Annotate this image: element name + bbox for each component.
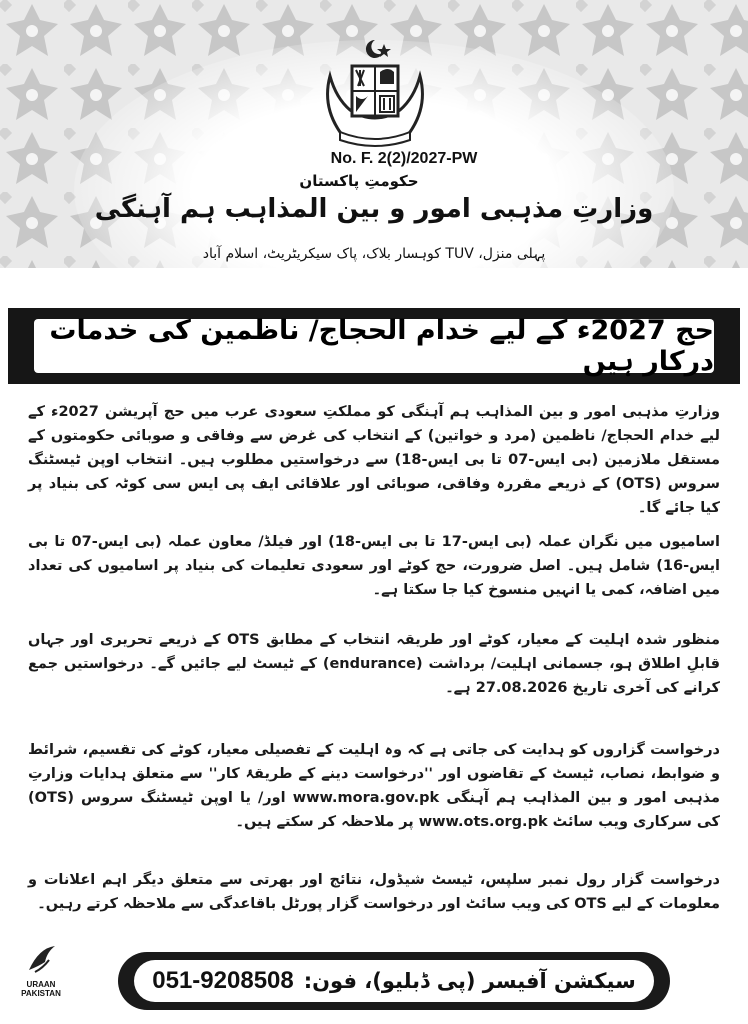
ministry-title: وزارتِ مذہبی امور و بین المذاہب ہم آہنگی — [94, 194, 654, 224]
paragraph-tests-deadline: منظور شدہ اہلیت کے معیار، کوٹے اور طریقہ انتخاب کے مطابق OTS کے ذریعے تحریری اور جہاں قابلِ اطلاق ہو، جسمانی اہلیت/ برداشت (endurance) کے ٹیسٹ لیے جائیں گے۔ درخواستیں جمع کرانے کی آخری تاریخ 27.08.2026 ہے۔ — [28, 632, 721, 696]
pakistan-emblem-icon — [320, 36, 430, 148]
paragraph-eligibility: وزارتِ مذہبی امور و بین المذاہب ہم آہنگی کو مملکتِ سعودی عرب میں حج آپریشن 2027ء کے لیے خدام الحجاج/ ناظمین (مرد و خواتین) کے انتخاب کی غرض سے وفاقی و صوبائی حکومتوں کے مستقل ملازمین (بی ایس-07 تا بی ایس-18) سے درخواستیں مطلوب ہیں۔ انتخاب اوپن ٹیسٹنگ سروس (OTS) کے ذریعے مقررہ وفاقی، صوبائی اور علاقائی ایف پی ایس سی کوٹہ کی بنیاد پر کیا جائے گا۔ — [28, 404, 721, 516]
reference-number: No. F. 2(2)/2027-PW — [330, 150, 478, 167]
headline-text: حج 2027ء کے لیے خدام الحجاج/ ناظمین کی خدمات درکار ہیں — [34, 319, 714, 373]
government-title: حکومتِ پاکستان — [299, 172, 419, 190]
ministry-address: پہلی منزل، TUV کوہسار بلاک، پاک سیکریٹریٹ، اسلام آباد — [202, 246, 546, 262]
phone-number: 051-9208508 — [152, 967, 294, 994]
paragraph-positions: اسامیوں میں نگران عملہ (بی ایس-17 تا بی ایس-18) اور فیلڈ/ معاون عملہ (بی ایس-07 تا بی ایس-16) شامل ہیں۔ اصل ضرورت، حج کوٹے اور سعودی تعلیمات کی بنیاد پر اسامیوں کی تعداد میں اضافہ، کمی یا انہیں منسوخ کیا جا سکتا ہے۔ — [28, 534, 721, 598]
paragraph-updates: درخواست گزار رول نمبر سلپس، ٹیسٹ شیڈول، نتائج اور بھرتی سے متعلق دیگر اہم اعلانات و معلومات کے لیے OTS کی ویب سائٹ اور درخواست گزار پورٹل باقاعدگی سے ملاحظہ کرتے رہیں۔ — [28, 872, 720, 912]
headline-banner — [8, 308, 740, 384]
uraan-pakistan-logo — [12, 940, 70, 1020]
contact-label: سیکشن آفیسر (پی ڈبلیو)، فون: — [303, 969, 636, 993]
uraan-text-2: PAKISTAN — [21, 989, 61, 998]
paragraph-instructions-websites: درخواست گزاروں کو ہدایت کی جاتی ہے کہ وہ اہلیت کے تفصیلی معیار، کوٹے کی تقسیم، شرائط و ضوابط، نصاب، ٹیسٹ کے تقاضوں اور ''درخواست دینے کے طریقۂ کار'' سے متعلق ہدایات وزارتِ مذہبی امور و بین المذاہب ہم آہنگی www.mora.gov.pk اور/ یا اوپن ٹیسٹنگ سروس (OTS) کی سرکاری ویب سائٹ www.ots.org.pk پر ملاحظہ کر سکتے ہیں۔ — [28, 742, 720, 830]
contact-banner — [118, 952, 670, 1010]
contact-inner — [134, 960, 654, 1002]
uraan-text-1: URAAN — [26, 980, 56, 989]
uraan-bird-icon — [21, 940, 61, 980]
